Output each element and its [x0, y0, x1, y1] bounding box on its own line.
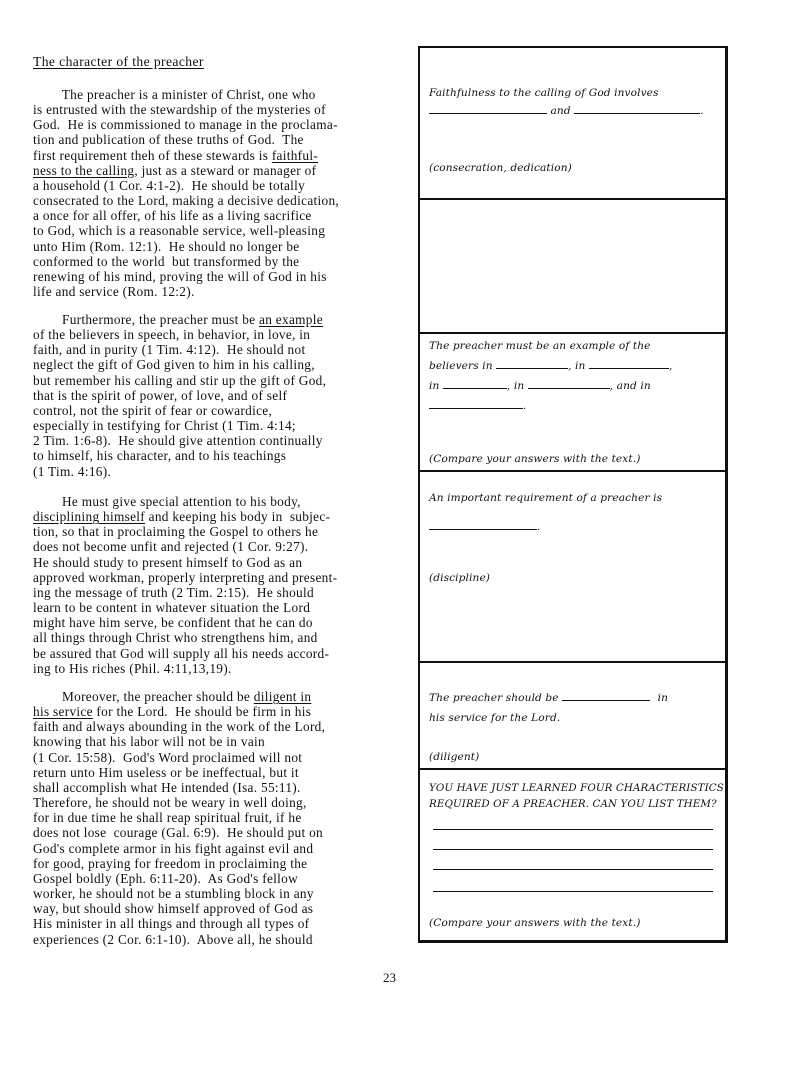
punctuation: .	[523, 400, 527, 412]
compare-note: (Compare your answers with the text.)	[429, 917, 641, 929]
punctuation: ,	[506, 380, 511, 392]
text-line: worker, he should not be a stumbling block in any	[33, 886, 314, 902]
question-prompt: The preacher should be	[429, 692, 559, 704]
page-number: 23	[383, 970, 396, 985]
compare-note: (Compare your answers with the text.)	[429, 453, 641, 465]
text-line: of the believers in speech, in behavior, in love, in	[33, 327, 311, 343]
text-line: He should study to present himself to God as an	[33, 554, 303, 570]
answer-key: (diligent)	[429, 751, 480, 763]
punctuation: ,	[668, 360, 673, 372]
text-line: ing to His riches (Phil. 4:11,13,19).	[33, 660, 232, 676]
answer-blank[interactable]	[496, 356, 568, 369]
answer-key: (discipline)	[429, 572, 491, 584]
question-text: in	[575, 360, 586, 372]
review-question	[429, 780, 724, 812]
text-line: but remember his calling and stir up the gift of God,	[33, 372, 327, 388]
answer-key: (consecration, dedication)	[429, 162, 572, 174]
text-line: shall accomplish what He intended (Isa. 55:11).	[33, 779, 301, 795]
question-faithfulness	[429, 83, 724, 121]
frame-divider	[418, 332, 728, 334]
key-phrase-discipline: disciplining himself	[33, 509, 145, 525]
text-line: Therefore, he should not be weary in well doing,	[33, 795, 307, 811]
text-line: to himself, his character, and to his teachings	[33, 448, 287, 464]
text-line: His minister in all things and through all types of	[33, 916, 310, 932]
text-line: all things through Christ who strengthens him, and	[33, 630, 318, 646]
answer-blank[interactable]	[429, 101, 547, 114]
question-diligent	[429, 688, 724, 728]
question-prompt: An important requirement of a preacher is	[429, 492, 663, 504]
text-line: a once for all offer, of his life as a living sacrifice	[33, 208, 312, 224]
text-line: might have him serve, be confident that he can do	[33, 615, 313, 631]
question-text: in	[513, 380, 525, 392]
text-line: renewing of his mind, proving the will of God in his	[33, 268, 327, 284]
answer-blank[interactable]	[574, 101, 700, 114]
text-line: to God, which is a reasonable service, well-pleasing	[33, 223, 326, 239]
text-line: control, not the spirit of fear or cowardice,	[33, 402, 273, 418]
section-title: The character of the preacher	[33, 54, 204, 69]
text-line: tion and publication of these truths of God. The	[33, 132, 304, 148]
text-line: be assured that God will supply all his needs accord-	[33, 645, 330, 661]
text-line: He must give special attention to his body,	[33, 494, 301, 509]
frame-divider	[418, 470, 728, 472]
key-phrase-diligent: diligent in	[253, 689, 312, 704]
paragraph-discipline	[33, 494, 417, 676]
text-line: (1 Cor. 15:58). God's Word proclaimed will not	[33, 749, 303, 765]
key-phrase-faithfulness-cont: ness to the calling	[33, 162, 135, 178]
text-line: learn to be content in whatever situation the Lord	[33, 600, 311, 616]
text-line: way, but should show himself approved of God as	[33, 901, 314, 917]
text-line: experiences (2 Cor. 6:1-10). Above all, he should	[33, 931, 313, 947]
text-line: for the Lord. He should be firm in his	[92, 704, 312, 720]
question-text: believers in	[429, 360, 493, 372]
text-line: The preacher is a minister of Christ, one who	[33, 87, 316, 102]
answer-blank[interactable]	[429, 396, 523, 409]
text-line: and keeping his body in subjec-	[145, 509, 331, 525]
text-line: Furthermore, the preacher must be	[33, 312, 260, 327]
text-line: Gospel boldly (Eph. 6:11-20). As God's fellow	[33, 870, 298, 886]
answer-blank[interactable]	[589, 356, 669, 369]
answer-line[interactable]	[433, 891, 713, 892]
text-line: is entrusted with the stewardship of the mysteries of	[33, 102, 326, 118]
text-line: a household (1 Cor. 4:1-2). He should be totally	[33, 177, 306, 193]
text-line: for good, praying for freedom in proclaiming the	[33, 855, 308, 871]
text-line: knowing that his labor will not be in vain	[33, 734, 265, 750]
text-line: especially in testifying for Christ (1 Tim. 4:14;	[33, 418, 296, 434]
frame-divider	[418, 198, 728, 200]
punctuation: .	[700, 105, 704, 117]
key-phrase-example: an example	[259, 312, 323, 327]
text-line: , just as a steward or manager of	[134, 162, 317, 178]
text-line: does not lose courage (Gal. 6:9). He should put on	[33, 825, 323, 841]
text-line: consecrated to the Lord, making a decisive dedication,	[33, 193, 340, 209]
question-prompt: Faithfulness to the calling of God involves	[429, 87, 659, 99]
text-line: approved workman, properly interpreting and present-	[33, 569, 338, 585]
answer-line[interactable]	[433, 849, 713, 850]
review-prompt: YOU HAVE JUST LEARNED FOUR CHARACTERISTICS	[429, 782, 724, 794]
question-prompt: The preacher must be an example of the	[429, 340, 651, 352]
answer-blank[interactable]	[562, 688, 650, 701]
question-example	[429, 336, 724, 416]
connector-text: and	[550, 105, 571, 117]
question-discipline	[429, 488, 724, 537]
text-line: tion, so that in proclaiming the Gospel to others he	[33, 524, 319, 540]
key-phrase-diligent-cont: his service	[33, 704, 93, 720]
text-line: does not become unfit and rejected (1 Cor. 9:27).	[33, 539, 309, 555]
paragraph-stewardship	[33, 87, 417, 299]
text-line: return unto Him useless or be ineffectual, but it	[33, 764, 299, 780]
text-line: God's complete armor in his fight against evil and	[33, 840, 314, 856]
paragraph-example	[33, 312, 417, 479]
answer-line[interactable]	[433, 829, 713, 830]
text-line: neglect the gift of God given to him in his calling,	[33, 357, 315, 373]
question-text: his service for the Lord.	[429, 712, 561, 724]
answer-blank[interactable]	[429, 517, 537, 530]
answer-line[interactable]	[433, 869, 713, 870]
text-line: Moreover, the preacher should be	[33, 689, 254, 704]
text-line: for in due time he shall reap spiritual fruit, if he	[33, 810, 302, 826]
text-line: faith and always abounding in the work of the Lord,	[33, 719, 326, 735]
text-line: unto Him (Rom. 12:1). He should no longer be	[33, 238, 300, 254]
answer-blank[interactable]	[443, 376, 507, 389]
review-prompt: REQUIRED OF A PREACHER. CAN YOU LIST THEM?	[429, 798, 717, 810]
key-phrase-faithfulness: faithful-	[271, 147, 319, 163]
text-line: that is the spirit of power, of love, and of self	[33, 387, 288, 403]
text-line: life and service (Rom. 12:2).	[33, 284, 195, 300]
frame-divider	[418, 661, 728, 663]
question-text: in	[429, 380, 440, 392]
text-line: ing the message of truth (2 Tim. 2:15). He should	[33, 584, 314, 600]
punctuation: ,	[609, 380, 614, 392]
text-line: (1 Tim. 4:16).	[33, 463, 112, 479]
punctuation: ,	[568, 360, 572, 372]
paragraph-diligence	[33, 689, 417, 947]
question-text: and in	[616, 380, 651, 392]
text-line: 2 Tim. 1:6-8). He should give attention continually	[33, 433, 323, 449]
text-line: God. He is commissioned to manage in the proclama-	[33, 117, 338, 133]
text-line: conformed to the world but transformed by the	[33, 253, 300, 269]
text-line: first requirement theh of these stewards is	[33, 147, 272, 163]
question-text: in	[657, 692, 669, 704]
text-line: faith, and in purity (1 Tim. 4:12). He should not	[33, 342, 306, 358]
frame-divider	[418, 768, 728, 770]
punctuation: .	[537, 521, 541, 533]
answer-blank[interactable]	[528, 376, 610, 389]
